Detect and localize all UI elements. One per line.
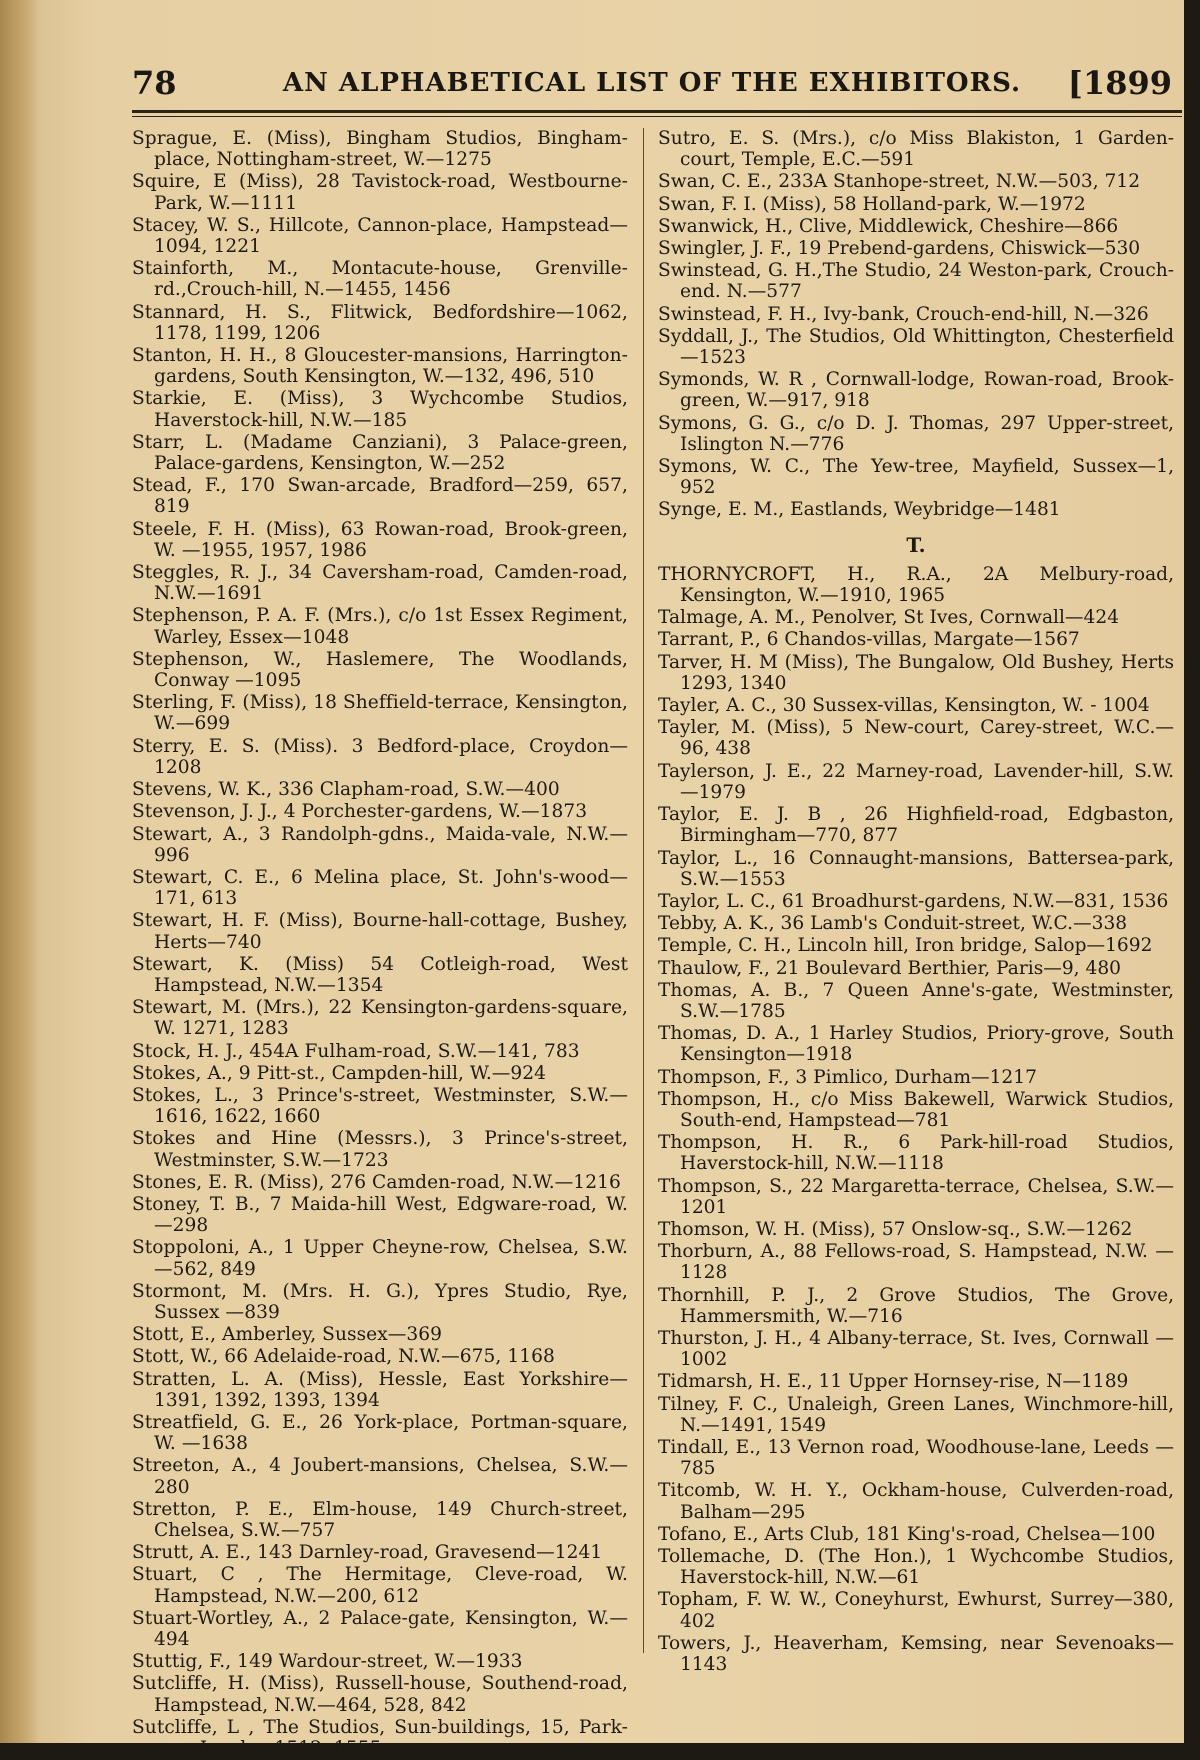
- exhibitor-entry: Tebby, A. K., 36 Lamb's Conduit-street, W.C.—338: [658, 913, 1128, 935]
- exhibitor-entry: Tarrant, P., 6 Chandos-villas, Margate—1567: [658, 629, 1080, 651]
- exhibitor-entry: Swinstead, G. H.,The Studio, 24 Weston-park, Crouch-end. N.—577: [658, 260, 1174, 303]
- exhibitor-entry: Stead, F., 170 Swan-arcade, Bradford—259, 657, 819: [132, 475, 628, 518]
- exhibitor-entry: Stanton, H. H., 8 Gloucester-mansions, Harrington-gardens, South Kensington, W.—132, 496, 510: [132, 345, 628, 388]
- exhibitor-entry: Stainforth, M., Montacute-house, Grenville-rd.,Crouch-hill, N.—1455, 1456: [132, 258, 628, 301]
- exhibitor-entry: Stewart, A., 3 Randolph-gdns., Maida-vale, N.W.—996: [132, 823, 628, 866]
- exhibitor-entry: Stephenson, W., Haslemere, The Woodlands, Conway —1095: [132, 648, 628, 692]
- exhibitor-entry: Stuart, C , The Hermitage, Cleve-road, W. Hampstead, N.W.—200, 612: [132, 1564, 628, 1607]
- exhibitor-entry: THORNYCROFT, H., R.A., 2A Melbury-road, Kensington, W.—1910, 1965: [658, 563, 1174, 607]
- exhibitor-entry: Stretton, P. E., Elm-house, 149 Church-street, Chelsea, S.W.—757: [132, 1498, 628, 1541]
- exhibitor-entry: Titcomb, W. H. Y., Ockham-house, Culverden-road, Balham—295: [658, 1480, 1174, 1523]
- exhibitor-entry: Sprague, E. (Miss), Bingham Studios, Bingham-place, Nottingham-street, W.—1275: [132, 128, 628, 171]
- year-label: [1899: [1067, 64, 1172, 102]
- exhibitor-entry: Stacey, W. S., Hillcote, Cannon-place, Hampstead—1094, 1221: [132, 214, 628, 258]
- exhibitor-entry: Stott, W., 66 Adelaide-road, N.W.—675, 1168: [132, 1346, 555, 1368]
- exhibitor-entry: Sutcliffe, L , The Studios, Sun-buildings, 15, Park-row, Leeds—1512, 1555: [132, 1716, 628, 1760]
- exhibitor-entry: Stevenson, J. J., 4 Porchester-gardens, W.—1873: [132, 801, 588, 823]
- exhibitor-entry: Stormont, M. (Mrs. H. G.), Ypres Studio, Rye, Sussex —839: [132, 1280, 628, 1323]
- exhibitor-entry: Thaulow, F., 21 Boulevard Berthier, Paris—9, 480: [658, 957, 1121, 979]
- exhibitor-entry: Taylerson, J. E., 22 Marney-road, Lavender-hill, S.W. —1979: [658, 760, 1174, 803]
- exhibitor-entry: Taylor, L. C., 61 Broadhurst-gardens, N.W.—831, 1536: [658, 890, 1169, 912]
- exhibitor-entry: Sterry, E. S. (Miss). 3 Bedford-place, Croydon—1208: [132, 735, 628, 778]
- exhibitor-entry: Swan, F. I. (Miss), 58 Holland-park, W.—1972: [658, 193, 1086, 215]
- exhibitor-entry: Stott, E., Amberley, Sussex—369: [132, 1324, 443, 1346]
- page-number: 78: [132, 64, 177, 102]
- right-column: [658, 128, 1174, 1676]
- header-rule: [132, 110, 1182, 113]
- exhibitor-entry: Stratten, L. A. (Miss), Hessle, East Yorkshire—1391, 1392, 1393, 1394: [132, 1368, 628, 1411]
- exhibitor-entry: Sutcliffe, H. (Miss), Russell-house, Southend-road, Hampstead, N.W.—464, 528, 842: [132, 1673, 628, 1716]
- exhibitor-entry: Tarver, H. M (Miss), The Bungalow, Old Bushey, Herts 1293, 1340: [658, 651, 1174, 694]
- exhibitor-entry: Tindall, E., 13 Vernon road, Woodhouse-lane, Leeds —785: [658, 1436, 1174, 1480]
- exhibitor-entry: Tayler, A. C., 30 Sussex-villas, Kensington, W. - 1004: [658, 695, 1150, 717]
- exhibitor-entry: Stewart, M. (Mrs.), 22 Kensington-gardens-square, W. 1271, 1283: [132, 997, 628, 1040]
- exhibitor-entry: Swan, C. E., 233A Stanhope-street, N.W.—503, 712: [658, 171, 1141, 193]
- exhibitor-entry: Stoney, T. B., 7 Maida-hill West, Edgware-road, W. —298: [132, 1193, 628, 1237]
- exhibitor-entry: Tayler, M. (Miss), 5 New-court, Carey-street, W.C.—96, 438: [658, 717, 1174, 760]
- exhibitor-entry: Tilney, F. C., Unaleigh, Green Lanes, Winchmore-hill, N.—1491, 1549: [658, 1393, 1174, 1436]
- exhibitor-entry: Steggles, R. J., 34 Caversham-road, Camden-road, N.W.—1691: [132, 562, 628, 605]
- s-entries: [658, 128, 1174, 521]
- exhibitor-entry: Synge, E. M., Eastlands, Weybridge—1481: [658, 499, 1061, 521]
- exhibitor-entry: Temple, C. H., Lincoln hill, Iron bridge, Salop—1692: [658, 935, 1153, 957]
- exhibitor-entry: Thornhill, P. J., 2 Grove Studios, The Grove, Hammersmith, W.—716: [658, 1284, 1174, 1327]
- exhibitor-entry: Thurston, J. H., 4 Albany-terrace, St. Ives, Cornwall —1002: [658, 1327, 1174, 1371]
- exhibitor-entry: Swanwick, H., Clive, Middlewick, Cheshire—866: [658, 215, 1119, 237]
- t-entries: [658, 564, 1174, 1675]
- exhibitor-entry: Stokes, A., 9 Pitt-st., Campden-hill, W.—924: [132, 1062, 547, 1084]
- exhibitor-entry: Thomson, W. H. (Miss), 57 Onslow-sq., S.W.—1262: [658, 1218, 1133, 1240]
- exhibitor-entry: Steele, F. H. (Miss), 63 Rowan-road, Brook-green, W. —1955, 1957, 1986: [132, 518, 628, 561]
- page-header: [132, 64, 1172, 108]
- exhibitor-entry: Swingler, J. F., 19 Prebend-gardens, Chiswick—530: [658, 238, 1141, 260]
- exhibitor-entry: Stewart, C. E., 6 Melina place, St. John's-wood—171, 613: [132, 866, 628, 910]
- exhibitor-entry: Thomas, A. B., 7 Queen Anne's-gate, Westminster, S.W.—1785: [658, 979, 1174, 1022]
- exhibitor-entry: Sutro, E. S. (Mrs.), c/o Miss Blakiston, 1 Garden-court, Temple, E.C.—591: [658, 128, 1174, 171]
- exhibitor-entry: Strutt, A. E., 143 Darnley-road, Gravesend—1241: [132, 1542, 603, 1564]
- exhibitor-entry: Starkie, E. (Miss), 3 Wychcombe Studios, Haverstock-hill, N.W.—185: [132, 388, 628, 431]
- exhibitor-entry: Thompson, F., 3 Pimlico, Durham—1217: [658, 1066, 1037, 1088]
- column-divider: [643, 128, 644, 1653]
- exhibitor-entry: Starr, L. (Madame Canziani), 3 Palace-green, Palace-gardens, Kensington, W.—252: [132, 431, 628, 475]
- exhibitor-entry: Stokes and Hine (Messrs.), 3 Prince's-street, Westminster, S.W.—1723: [132, 1128, 628, 1171]
- exhibitor-entry: Sterling, F. (Miss), 18 Sheffield-terrace, Kensington, W.—699: [132, 692, 628, 735]
- exhibitor-entry: Stokes, L., 3 Prince's-street, Westminster, S.W.—1616, 1622, 1660: [132, 1084, 628, 1128]
- exhibitor-entry: Squire, E (Miss), 28 Tavistock-road, Westbourne-Park, W.—1111: [132, 171, 628, 214]
- exhibitor-entry: Stock, H. J., 454A Fulham-road, S.W.—141, 783: [132, 1040, 580, 1062]
- exhibitor-entry: Stewart, K. (Miss) 54 Cotleigh-road, West Hampstead, N.W.—1354: [132, 953, 628, 996]
- page-binding: [0, 0, 40, 1743]
- exhibitor-entry: Thorburn, A., 88 Fellows-road, S. Hampstead, N.W. —1128: [658, 1241, 1174, 1284]
- exhibitor-entry: Tollemache, D. (The Hon.), 1 Wychcombe Studios, Haverstock-hill, N.W.—61: [658, 1546, 1174, 1589]
- exhibitor-entry: Stevens, W. K., 336 Clapham-road, S.W.—400: [132, 779, 560, 801]
- exhibitor-entry: Thompson, S., 22 Margaretta-terrace, Chelsea, S.W.—1201: [658, 1175, 1174, 1218]
- exhibitor-entry: Stephenson, P. A. F. (Mrs.), c/o 1st Essex Regiment, Warley, Essex—1048: [132, 605, 628, 648]
- exhibitor-entry: Thompson, H. R., 6 Park-hill-road Studios, Haverstock-hill, N.W.—1118: [658, 1132, 1174, 1175]
- exhibitor-entry: Stewart, H. F. (Miss), Bourne-hall-cottage, Bushey, Herts—740: [132, 910, 628, 953]
- exhibitor-entry: Topham, F. W. W., Coneyhurst, Ewhurst, Surrey—380, 402: [658, 1589, 1174, 1632]
- header-rule-thin: [132, 116, 1182, 117]
- exhibitor-entry: Stones, E. R. (Miss), 276 Camden-road, N.W.—1216: [132, 1171, 621, 1193]
- exhibitor-entry: Stuttig, F., 149 Wardour-street, W.—1933: [132, 1651, 523, 1673]
- exhibitor-entry: Taylor, L., 16 Connaught-mansions, Battersea-park, S.W.—1553: [658, 847, 1174, 890]
- left-column: [132, 128, 628, 1760]
- exhibitor-entry: Thompson, H., c/o Miss Bakewell, Warwick Studios, South-end, Hampstead—781: [658, 1088, 1174, 1131]
- exhibitor-entry: Tofano, E., Arts Club, 181 King's-road, Chelsea—100: [658, 1523, 1156, 1545]
- exhibitor-entry: Talmage, A. M., Penolver, St Ives, Cornwall—424: [658, 607, 1120, 629]
- exhibitor-entry: Stoppoloni, A., 1 Upper Cheyne-row, Chelsea, S.W.—562, 849: [132, 1237, 628, 1280]
- exhibitor-entry: Tidmarsh, H. E., 11 Upper Hornsey-rise, N—1189: [658, 1371, 1129, 1393]
- exhibitor-entry: Stannard, H. S., Flitwick, Bedfordshire—1062, 1178, 1199, 1206: [132, 301, 628, 344]
- exhibitor-entry: Symons, W. C., The Yew-tree, Mayfield, Sussex—1, 952: [658, 456, 1174, 499]
- exhibitor-entry: Towers, J., Heaverham, Kemsing, near Sevenoaks—1143: [658, 1632, 1174, 1676]
- exhibitor-entry: Taylor, E. J. B , 26 Highfield-road, Edgbaston, Birmingham—770, 877: [658, 804, 1174, 847]
- section-letter-t: T.: [906, 532, 926, 557]
- exhibitor-entry: Syddall, J., The Studios, Old Whittington, Chesterfield —1523: [658, 325, 1174, 369]
- exhibitor-entry: Thomas, D. A., 1 Harley Studios, Priory-grove, South Kensington—1918: [658, 1023, 1174, 1066]
- exhibitor-entry: Symonds, W. R , Cornwall-lodge, Rowan-road, Brook-green, W.—917, 918: [658, 369, 1174, 412]
- exhibitor-entry: Symons, G. G., c/o D. J. Thomas, 297 Upper-street, Islington N.—776: [658, 412, 1174, 455]
- exhibitor-entry: Swinstead, F. H., Ivy-bank, Crouch-end-hill, N.—326: [658, 303, 1149, 325]
- running-title: AN ALPHABETICAL LIST OF THE EXHIBITORS.: [282, 68, 1022, 98]
- exhibitor-entry: Streatfield, G. E., 26 York-place, Portman-square, W. —1638: [132, 1411, 628, 1455]
- exhibitor-entry: Stuart-Wortley, A., 2 Palace-gate, Kensington, W.—494: [132, 1607, 628, 1651]
- exhibitor-entry: Streeton, A., 4 Joubert-mansions, Chelsea, S.W.—280: [132, 1455, 628, 1498]
